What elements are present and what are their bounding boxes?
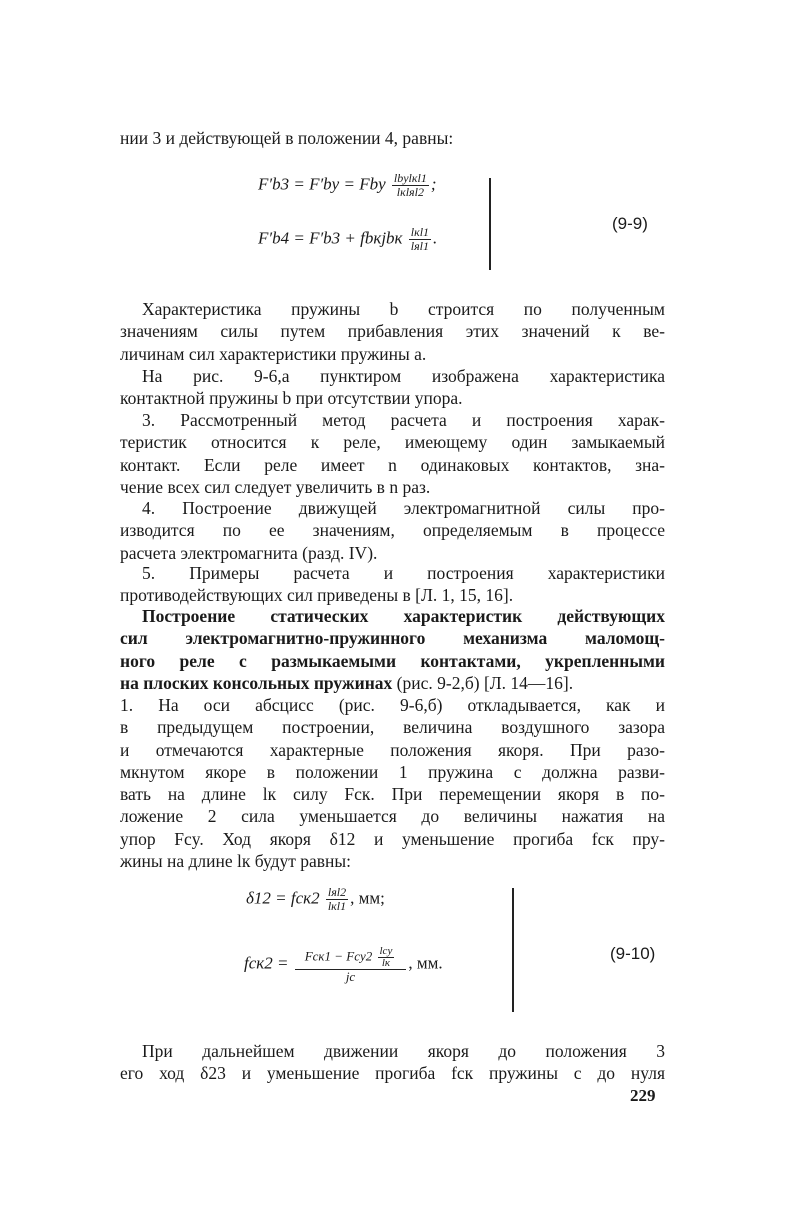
paragraph-7: При дальнейшем движении якоря до положения 3 его ход δ23 и уменьшение прогиба fск пружины c до нуля xyxy=(120,1041,665,1084)
formula-9-9-number: (9-9) xyxy=(612,214,648,233)
formula-9-9-brace xyxy=(489,178,491,270)
page-number: 229 xyxy=(630,1086,656,1105)
formula-9-9-line2: F′b4 = F′b3 + fbкjbк $\frac{\text{lкl1}}{\text{lяl1}}$ . xyxy=(258,225,438,253)
paragraph-3: 3. Рассмотренный метод расчета и построения харак- теристик относится к реле, имеющему один замыкаемый контакт. Если реле имеет n одинаковых контактов, зна- чение всех сил следует увеличить в n раз. xyxy=(120,410,665,497)
paragraph-1: Характеристика пружины b строится по полученным значениям силы путем прибавления этих значений к ве- личинам сил характеристики пружины a. xyxy=(120,299,665,364)
formula-9-10-number: (9-10) xyxy=(610,944,656,963)
section-heading: Построение статических характеристик действующих сил электромагнитно-пружинного механизма маломощ- ного реле с размыкаемыми контактами, укрепленными на плоских консольных пружинах (рис. 9-2,б) [Л. 14—16]. xyxy=(120,606,665,693)
formula-9-10-line1: δ12 = fск2 $\frac{\text{lяl2}}{\text{lкl1}}$ , мм; xyxy=(246,885,385,913)
paragraph-5: 5. Примеры расчета и построения характеристики противодействующих сил приведены в [Л. 1, 15, 16]. xyxy=(120,563,665,606)
formula-9-10-brace xyxy=(512,888,514,1012)
formula-9-9-line1: F′b3 = F′by = Fby $\frac{\text{lbylкl1}}{\text{lкlяl2}}$ ; xyxy=(258,171,437,199)
formula-9-10-line2: fск2 = Fск1 − Fcy2 $\frac{\text{lcy}}{lк}$ jc , мм. xyxy=(244,945,443,984)
paragraph-6: 1. На оси абсцисс (рис. 9-6,б) откладывается, как и в предыдущем построении, величина воздушного зазора и отмечаются характерные положения якоря. При разо- мкнутом якоре в положении 1 пружина c должна разви- вать на длине lк силу Fск. При перемещении якоря в по- ложение 2 сила уменьшается до величины нажатия на упор Fcy. Ход якоря δ12 и уменьшение прогиба fск пру- жины на длине lк будут равны: xyxy=(120,695,665,872)
paragraph-2: На рис. 9-6,a пунктиром изображена характеристика контактной пружины b при отсутствии упора. xyxy=(120,366,665,409)
intro-line: нии 3 и действующей в положении 4, равны: xyxy=(120,128,454,148)
paragraph-4: 4. Построение движущей электромагнитной силы про- изводится по ее значениям, определяемым в процессе расчета электромагнита (разд. IV). xyxy=(120,498,665,563)
